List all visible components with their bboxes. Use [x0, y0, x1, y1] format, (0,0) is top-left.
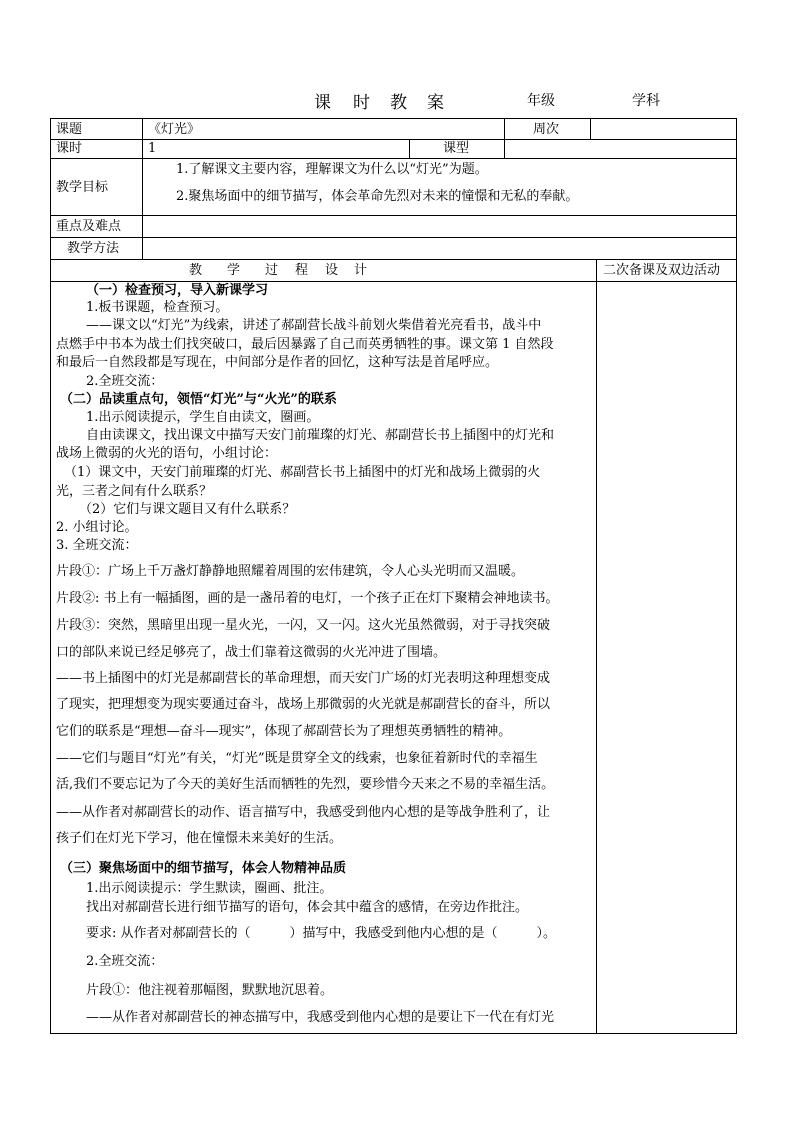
- design-heading-char: 设: [325, 263, 339, 278]
- text-line: （2）它们与课文题目又有什么联系？: [79, 502, 296, 517]
- topic-value: 《灯光》: [148, 122, 201, 137]
- week-label: 周次: [533, 122, 560, 137]
- text-line: 自由读课文，找出课文中描写天安门前璀璨的灯光、郝副营长书上插图中的灯光和: [86, 428, 555, 443]
- excerpt-line: 片段②: 书上有一幅插图，画的是一盏吊着的电灯，一个孩子正在灯下聚精会神地读书。: [56, 591, 559, 606]
- section-heading: （一）检查预习，导入新课学习: [86, 283, 269, 298]
- design-heading-char: 教: [189, 263, 203, 278]
- text-line: 光，三者之间有什么联系？: [56, 484, 213, 499]
- step-line: 1.板书课题，检查预习。: [86, 300, 229, 315]
- section-heading: （三）聚焦场面中的细节描写，体会人物精神品质: [60, 861, 347, 876]
- key-points-label: 重点及难点: [56, 219, 122, 234]
- row-divider: [50, 281, 737, 282]
- col-divider: [590, 118, 591, 139]
- step-line: 1.出示阅读提示，学生自由读文，圈画。: [86, 410, 320, 425]
- text-line: 它们的联系是“理想—奋斗—现实”，体现了郝副营长为了理想英勇牺牲的精神。: [56, 724, 512, 739]
- text-line: 找出对郝副营长进行细节描写的语句，体会其中蕴含的感情，在旁边作批注。: [86, 900, 529, 915]
- text-line: （1）课文中，天安门前璀璨的灯光、郝副营长书上插图中的灯光和战场上微弱的火: [64, 465, 541, 480]
- col-divider: [504, 118, 505, 139]
- excerpt-line: 口的部队来说已经足够亮了，战士们靠着这微弱的火光冲进了围墙。: [56, 645, 447, 660]
- col-divider: [142, 118, 143, 259]
- text-line: 要求: 从作者对郝副营长的（ ）描写中，我感受到他内心想的是（ ）。: [86, 926, 557, 941]
- text-line: 活,我们不要忘记为了今天的美好生活而牺牲的先烈，要珍惜今天来之不易的幸福生活。: [56, 777, 555, 792]
- design-heading-char: 过: [265, 263, 279, 278]
- step-line: 1.出示阅读提示：学生默读，圈画、批注。: [86, 881, 333, 896]
- row-divider: [50, 215, 737, 216]
- step-line: 2.全班交流：: [86, 954, 164, 969]
- topic-label: 课题: [56, 122, 83, 137]
- goals-label: 教学目标: [56, 180, 109, 195]
- design-heading-char: 计: [354, 263, 368, 278]
- design-heading-char: 学: [227, 263, 241, 278]
- methods-label: 教学方法: [67, 241, 120, 256]
- col-divider: [409, 139, 410, 158]
- excerpt-line: 片段③：突然，黑暗里出现一星火光，一闪，又一闪。这火光虽然微弱，对于寻找突破: [56, 618, 551, 633]
- text-line: 和最后一自然段都是写现在，中间部分是作者的回忆，这种写法是首尾呼应。: [56, 355, 499, 370]
- goal-item: 2.聚焦场面中的细节描写，体会革命先烈对未来的憧憬和无私的奉献。: [176, 189, 579, 204]
- text-line: 孩子们在灯光下学习，他在憧憬未来美好的生活。: [56, 831, 343, 846]
- step-line: 2.全班交流：: [86, 374, 164, 389]
- step-line: 2. 小组讨论。: [56, 520, 138, 535]
- excerpt-line: 片段①：他注视着那幅图，默默地沉思着。: [86, 983, 334, 998]
- title-char: 课: [314, 93, 331, 113]
- side-heading: 二次备课及双边活动: [603, 263, 721, 278]
- row-divider: [50, 139, 737, 140]
- grade-label: 年级: [527, 93, 555, 109]
- text-line: ——从作者对郝副营长的动作、语言描写中，我感受到他内心想的是等战争胜利了，让: [56, 805, 551, 820]
- row-divider: [50, 259, 737, 260]
- goal-item: 1.了解课文主要内容，理解课文为什么以“灯光”为题。: [176, 162, 488, 177]
- subject-label: 学科: [632, 93, 660, 109]
- section-heading: （二）品读重点句，领悟“灯光”与“火光”的联系: [60, 392, 337, 407]
- row-divider: [50, 237, 737, 238]
- type-label: 课型: [443, 141, 470, 156]
- text-line: 战场上微弱的火光的语句，小组讨论：: [56, 446, 278, 461]
- period-value: 1: [148, 141, 157, 156]
- excerpt-line: 片段①：广场上千万盏灯静静地照耀着周围的宏伟建筑，令人心头光明而又温暖。: [56, 564, 525, 579]
- col-divider: [596, 259, 597, 1034]
- text-line: ——它们与题目“灯光”有关，“灯光”既是贯穿全文的线索，也象征着新时代的幸福生: [56, 751, 538, 766]
- period-label: 课时: [56, 141, 83, 156]
- title-char: 时: [353, 93, 370, 113]
- text-line: ——从作者对郝副营长的神态描写中，我感受到他内心想的是要让下一代在有灯光: [86, 1010, 555, 1025]
- text-line: 点燃手中书本为战士们找突破口，最后因暴露了自己而英勇牺牲的事。课文第 1 自然段: [56, 337, 554, 352]
- text-line: ——书上插图中的灯光是郝副营长的革命理想，而天安门广场的灯光表明这种理想变成: [56, 671, 551, 686]
- title-char: 案: [427, 93, 444, 113]
- title-char: 教: [390, 93, 407, 113]
- row-divider: [50, 158, 737, 159]
- step-line: 3. 全班交流：: [56, 538, 138, 553]
- design-heading-char: 程: [295, 263, 309, 278]
- text-line: ——课文以“灯光”为线索，讲述了郝副营长战斗前划火柴借着光亮看书，战斗中: [86, 318, 542, 333]
- text-line: 了现实，把理想变为现实要通过奋斗，战场上那微弱的火光就是郝副营长的奋斗，所以: [56, 697, 551, 712]
- col-divider: [504, 139, 505, 158]
